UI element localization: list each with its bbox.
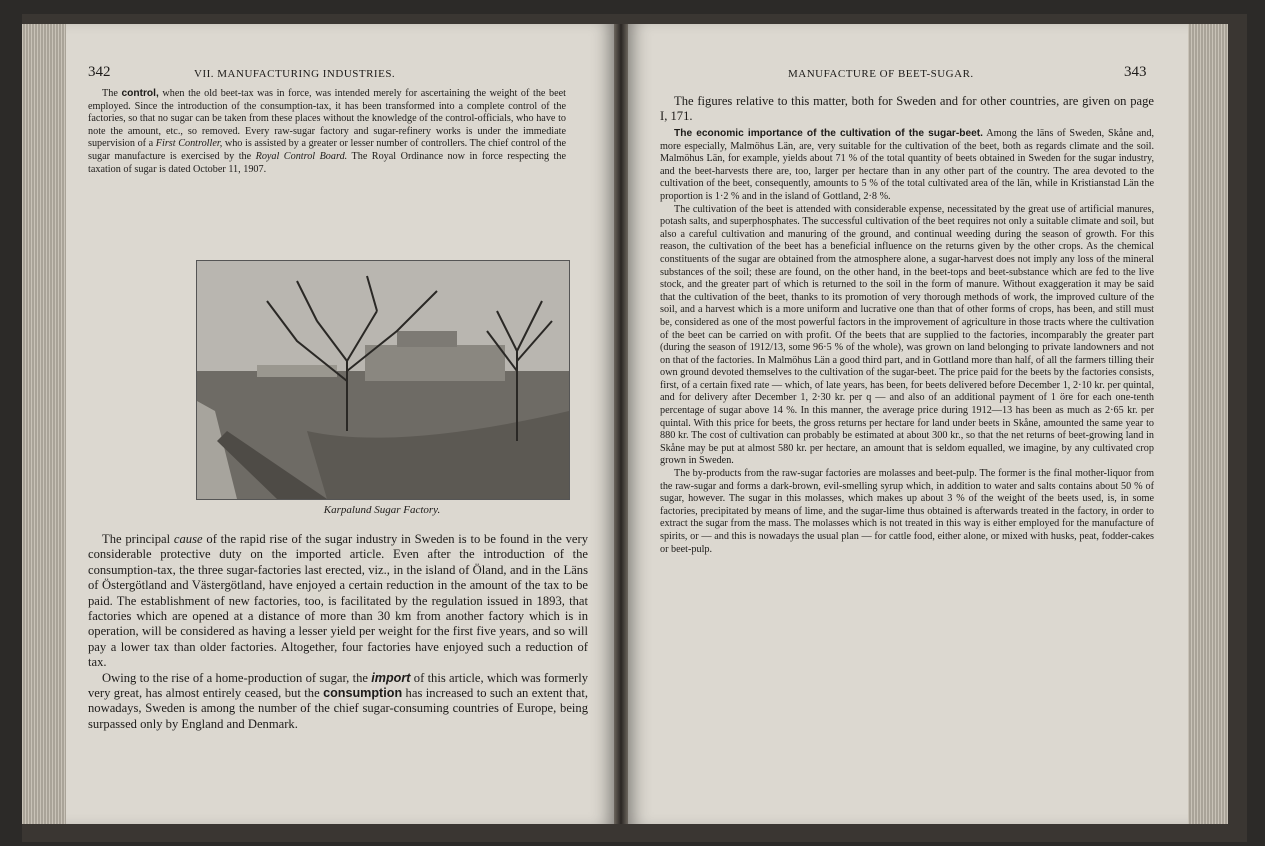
page-edges-left (22, 24, 66, 824)
page-edges-right (1188, 24, 1228, 824)
running-head: VII. MANUFACTURING INDUSTRIES. (194, 68, 396, 80)
factory-photo-illustration (197, 261, 569, 499)
factory-photograph (196, 260, 570, 500)
running-head: MANUFACTURE OF BEET-SUGAR. (788, 68, 974, 80)
left-page (66, 24, 614, 824)
section-heading: The economic importance of the cultivation of the sugar-beet. (674, 128, 984, 139)
paragraph-cause: The principal cause of the rapid rise of the sugar industry in Sweden is to be found in the very considerable protective duty on the imported article. Even after the introduction of the consumption-tax, the three sugar-factories last erected, viz., in the island of Öland, and in the Läns of Östergötland and Västergötland, have enjoyed a certain reduction in the amount of the tax to be paid. The establishment of new factories, too, is facilitated by the regulation issued in 1893, that factories which are opened at a distance of more than 30 km from another factory which is in operation, will be considered as having a lesser yield per weight for the first five years, and so will pay a lower tax than older factories. Altogether, four factories have enjoyed such a reduction of tax. Owing to the rise of a home-production of sugar, the import of this article, which was formerly very great, has almost entirely ceased, but the consumption has increased to such an extent that, nowadays, Sweden is among the number of the chief sugar-consuming countries of Europe, being surpassed only by England and Denmark. (88, 532, 589, 731)
right-page (628, 24, 1188, 824)
paragraph-control: The control, when the old beet-tax was in force, was intended merely for ascertaining the weight of the beet employed. Since the introduction of the consumption-tax, it has been transformed into a complete control of the factories, so that no sugar can be taken from these places without the knowledge of the control-officials, who have to note the amount, etc., so removed. Every raw-sugar factory and sugar-refinery works is under the immediate supervision of a First Controller, who is assisted by a greater or lesser number of controllers. The chief control of the sugar manufacture is exercised by the Royal Control Board. The Royal Ordinance now in force respecting the taxation of sugar is dated October 11, 1907. (88, 88, 567, 175)
figure-caption: Karpalund Sugar Factory. (323, 504, 441, 516)
page-number: 343 (1124, 64, 1147, 80)
page-number: 342 (88, 64, 111, 80)
book-gutter (614, 24, 628, 824)
intro-paragraph: The figures relative to this matter, both for Sweden and for other countries, are given on page I, 171. (660, 94, 1154, 124)
economic-importance-section: The economic importance of the cultivation of the sugar-beet. Among the läns of Sweden, Skåne and, more especially, Malmöhus Län, are, very suitable for the cultivation of the beet, both as regards climate and the soil. Malmöhus Län, for example, yields about 71 % of the total quantity of beets obtained in Sweden for the sugar industry, and the beet-harvests there are, too, larger per hectare than in any other part of the country. The area devoted to the cultivation of the beet, consequently, amounts to 5 % of the total cultivated area of the län, while in Kristianstad Län the proportion is 1·2 % and in the island of Gottland, 2·8 %. The cultivation of the beet is attended with considerable expense, necessitated by the great use of artificial manures, potash salts, and superphosphates. The successful cultivation of the beet requires not only a suitable climate and soil, but also a careful cultivation and manuring of the ground, and continual weeding during the season of growth. For this reason, the cultivation of the beet has a beneficial influence on the returns given by the other crops. As the chemical constituents of the sugar are obtained from the atmosphere alone, a sugar-harvest does not imply any loss of the mineral substances of the soil; these are found, on the other hand, in the beet-tops and beet-substance which are fed to the live stock, and the greater part of which is returned to the soil in the form of manure. Without exaggeration it may be said that the cultivation of the beet, thanks to its promotion of very thorough methods of work, the improved culture of the soil, and a harvest which is a more uniform and lucrative one than that of other forms of crops, has been, and still must be, considered as one of the most powerful factors in the improvement of agriculture in those tracts where the cultivation of the beet can be carried on with profit. Of the beets that are supplied to the factories, incomparably the greater part (during the season of 1912/13, some 96·5 % of the whole), was grown on land belonging to private landowners and not on that of the factories. In Malmöhus Län a good third part, and in Gottland more than half, of all the farmers tilling their own ground devoted themselves to the cultivation of the sugar-beet. The price paid for the beets by the factories consists, first, of a certain fixed rate — which, of late years, has been, for beets delivered before December 1, 2·10 kr. per quintal, and for delivery after December 1, 2·30 kr. per q — and also of an additional payment of 1 öre for each one-tenth percentage of sugar above 14 %. In this manner, the average price during 1912—13 has been as much as 2·65 kr. per quintal. With this price for beets, the gross returns per hectare for land under beets in Skåne, amounted the same year to 880 kr. The cost of cultivation can probably be estimated at about 300 kr., so that the net returns of beet-growing land in Skåne may be put at almost 580 kr. per hectare, an amount that is seldom equalled, we imagine, by any cultivated crop grown in Sweden. The by-products from the raw-sugar factories are molasses and beet-pulp. The former is the final mother-liquor from the raw-sugar and forms a dark-brown, evil-smelling syrup which, in addition to water and salts contains about 50 % of sugar, however. The sugar in this molasses, which makes up about 3 % of the weight of the beets used, is, in some factories, precipitated by means of lime, and the sugar-lime thus obtained is afterwards treated in the factory, in order to extract the sugar from the mass. The molasses which is not treated in this way is either employed for the manufacture of spirits, or — and this is nowadays the usual plan — for cattle food, either alone, or mixed with husks, peat, fodder-cakes or beet-pulp. (660, 128, 1155, 555)
